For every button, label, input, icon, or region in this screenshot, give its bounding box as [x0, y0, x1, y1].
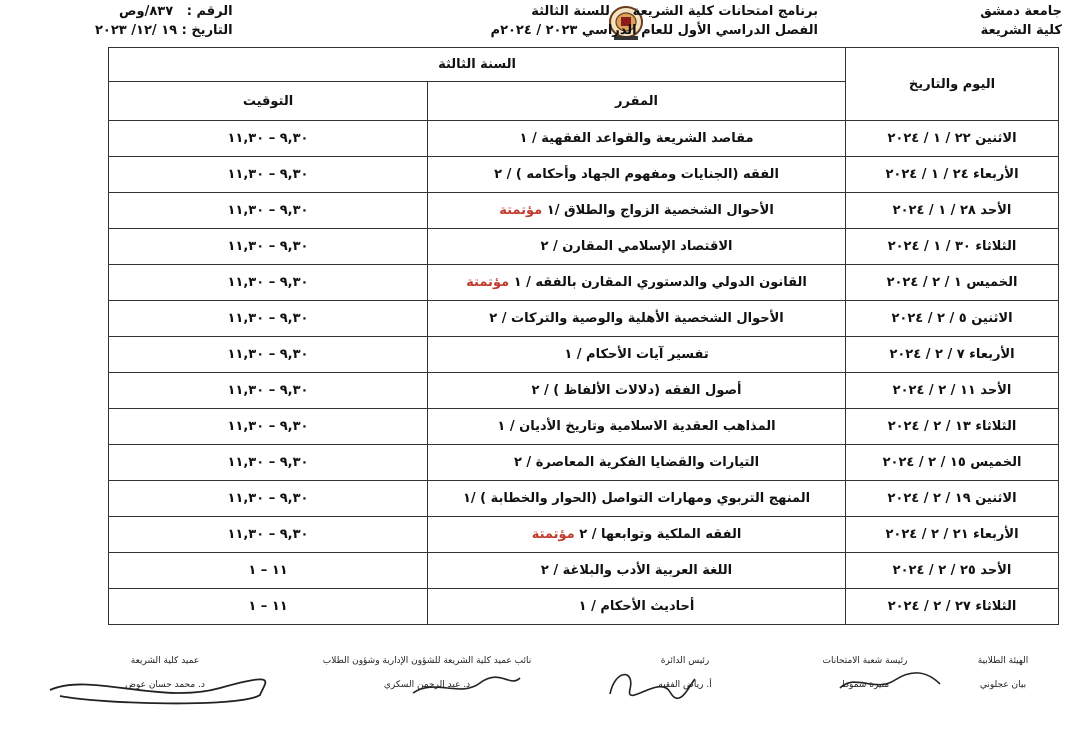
course-name: المنهج التربوي ومهارات التواصل (الحوار والخطابة ) /١: [462, 491, 811, 506]
exam-time: ٩,٣٠ – ١١,٣٠: [109, 265, 428, 301]
exam-time: ٩,٣٠ – ١١,٣٠: [109, 337, 428, 373]
exam-course: [428, 157, 846, 193]
reference-number: الرقم : ٨٣٧/وص: [119, 4, 233, 19]
exam-day: الأربعاء ٢٤ / ١ / ٢٠٢٤: [846, 157, 1059, 193]
automated-tag: مؤتمتة: [531, 527, 575, 542]
exam-course: [428, 337, 846, 373]
exam-day: الاثنين ٢٢ / ١ / ٢٠٢٤: [846, 121, 1059, 157]
program-title: برنامج امتحانات كلية الشريعة للسنة الثالثة: [531, 4, 818, 19]
exam-course: [428, 229, 846, 265]
signature-title: نائب عميد كلية الشريعة للشؤون الإدارية وشؤون الطلاب: [322, 656, 532, 666]
header-reference: [95, 2, 233, 40]
exam-course: [428, 589, 846, 625]
signature-scribble-icon: [40, 670, 270, 710]
signature-title: رئيس الدائرة: [660, 656, 710, 666]
exam-day: الثلاثاء ٣٠ / ١ / ٢٠٢٤: [846, 229, 1059, 265]
exam-course: [428, 265, 846, 301]
exam-time: ٩,٣٠ – ١١,٣٠: [109, 301, 428, 337]
exam-course: [428, 481, 846, 517]
exam-course: [428, 193, 846, 229]
exam-time: ٩,٣٠ – ١١,٣٠: [109, 229, 428, 265]
exam-day: الاثنين ١٩ / ٢ / ٢٠٢٤: [846, 481, 1059, 517]
signature-scribble-icon: [600, 664, 700, 704]
exam-day: الخميس ١ / ٢ / ٢٠٢٤: [846, 265, 1059, 301]
exam-time: ٩,٣٠ – ١١,٣٠: [109, 157, 428, 193]
table-row: [109, 445, 1059, 481]
exam-schedule-table: [108, 47, 1059, 625]
exam-day: الأحد ١١ / ٢ / ٢٠٢٤: [846, 373, 1059, 409]
table-row: [109, 517, 1059, 553]
course-name: مقاصد الشريعة والقواعد الفقهية / ١: [519, 131, 754, 146]
table-row: [109, 337, 1059, 373]
faculty-name: كلية الشريعة: [980, 23, 1062, 38]
exam-time: ٩,٣٠ – ١١,٣٠: [109, 193, 428, 229]
exam-day: الأربعاء ٧ / ٢ / ٢٠٢٤: [846, 337, 1059, 373]
table-row: [109, 409, 1059, 445]
table-row: [109, 265, 1059, 301]
exam-day: الأحد ٢٨ / ١ / ٢٠٢٤: [846, 193, 1059, 229]
table-row: [109, 553, 1059, 589]
signature-scribble-icon: [405, 668, 525, 703]
table-row: [109, 589, 1059, 625]
time-header: التوقيت: [109, 82, 428, 121]
university-name: جامعة دمشق: [980, 4, 1062, 19]
course-name: التيارات والقضايا الفكرية المعاصرة / ٢: [513, 455, 760, 470]
signature-name: أ. رياض الفقيه: [658, 680, 712, 690]
table-row: [109, 301, 1059, 337]
exam-course: [428, 445, 846, 481]
course-name: القانون الدولي والدستوري المقارن بالفقه / ١: [513, 275, 807, 290]
signature-title: الهيئة الطلابية: [977, 656, 1029, 666]
automated-tag: مؤتمتة: [466, 275, 510, 290]
exam-course: [428, 409, 846, 445]
course-name: الأحوال الشخصية الزواج والطلاق /١: [546, 203, 774, 218]
course-name: تفسير آيات الأحكام / ١: [564, 347, 709, 362]
exam-time: ١١ – ١: [109, 553, 428, 589]
day-date-header: اليوم والتاريخ: [846, 48, 1059, 121]
course-name: الفقه (الجنايات ومفهوم الجهاد وأحكامه ) / ٢: [494, 167, 779, 182]
exam-course: [428, 517, 846, 553]
signature-title: عميد كلية الشريعة: [130, 656, 200, 666]
exam-time: ٩,٣٠ – ١١,٣٠: [109, 121, 428, 157]
course-name: المذاهب العقدية الاسلامية وتاريخ الأديان / ١: [497, 419, 776, 434]
exam-time: ٩,٣٠ – ١١,٣٠: [109, 445, 428, 481]
signature-title: رئيسة شعبة الامتحانات: [822, 656, 908, 666]
course-header: المقرر: [428, 82, 846, 121]
year-header: السنة الثالثة: [109, 48, 846, 82]
table-row: [109, 121, 1059, 157]
table-row: [109, 157, 1059, 193]
signature-name: منيرة شموط: [840, 680, 890, 690]
semester-title: الفصل الدراسي الأول للعام الدراسي ٢٠٢٣ / ٢٠٢٤م: [490, 23, 818, 38]
table-row: [109, 229, 1059, 265]
header-institution: [980, 2, 1062, 40]
course-name: الفقه الملكية وتوابعها / ٢: [579, 527, 742, 542]
exam-course: [428, 553, 846, 589]
course-name: اللغة العربية الأدب والبلاغة / ٢: [540, 563, 733, 578]
table-row: [109, 193, 1059, 229]
exam-time: ٩,٣٠ – ١١,٣٠: [109, 373, 428, 409]
exam-course: [428, 301, 846, 337]
exam-day: الثلاثاء ٢٧ / ٢ / ٢٠٢٤: [846, 589, 1059, 625]
exam-time: ٩,٣٠ – ١١,٣٠: [109, 409, 428, 445]
table-row: [109, 481, 1059, 517]
table-row: [109, 373, 1059, 409]
exam-course: [428, 373, 846, 409]
exam-day: الأربعاء ٢١ / ٢ / ٢٠٢٤: [846, 517, 1059, 553]
exam-time: ١١ – ١: [109, 589, 428, 625]
signature-name: د. عبد الرحمن السكري: [383, 680, 471, 690]
course-name: أحاديث الأحكام / ١: [578, 599, 695, 614]
issue-date: التاريخ : ١٩ /١٢/ ٢٠٢٣: [95, 23, 233, 38]
exam-day: الاثنين ٥ / ٢ / ٢٠٢٤: [846, 301, 1059, 337]
exam-time: ٩,٣٠ – ١١,٣٠: [109, 481, 428, 517]
exam-day: الثلاثاء ١٣ / ٢ / ٢٠٢٤: [846, 409, 1059, 445]
course-name: الاقتصاد الإسلامي المقارن / ٢: [540, 239, 733, 254]
exam-course: [428, 121, 846, 157]
signature-scribble-icon: [835, 668, 945, 698]
signature-block-student-body: [948, 656, 1058, 690]
signature-name: د. محمد حسان عوض: [125, 680, 205, 690]
signature-name: بيان عجلوني: [979, 680, 1027, 690]
course-name: الأحوال الشخصية الأهلية والوصية والتركات / ٢: [489, 311, 784, 326]
automated-tag: مؤتمتة: [499, 203, 543, 218]
exam-time: ٩,٣٠ – ١١,٣٠: [109, 517, 428, 553]
exam-day: الأحد ٢٥ / ٢ / ٢٠٢٤: [846, 553, 1059, 589]
header-program: [490, 2, 818, 40]
exam-day: الخميس ١٥ / ٢ / ٢٠٢٤: [846, 445, 1059, 481]
course-name: أصول الفقه (دلالات الألفاظ ) / ٢: [531, 383, 742, 398]
